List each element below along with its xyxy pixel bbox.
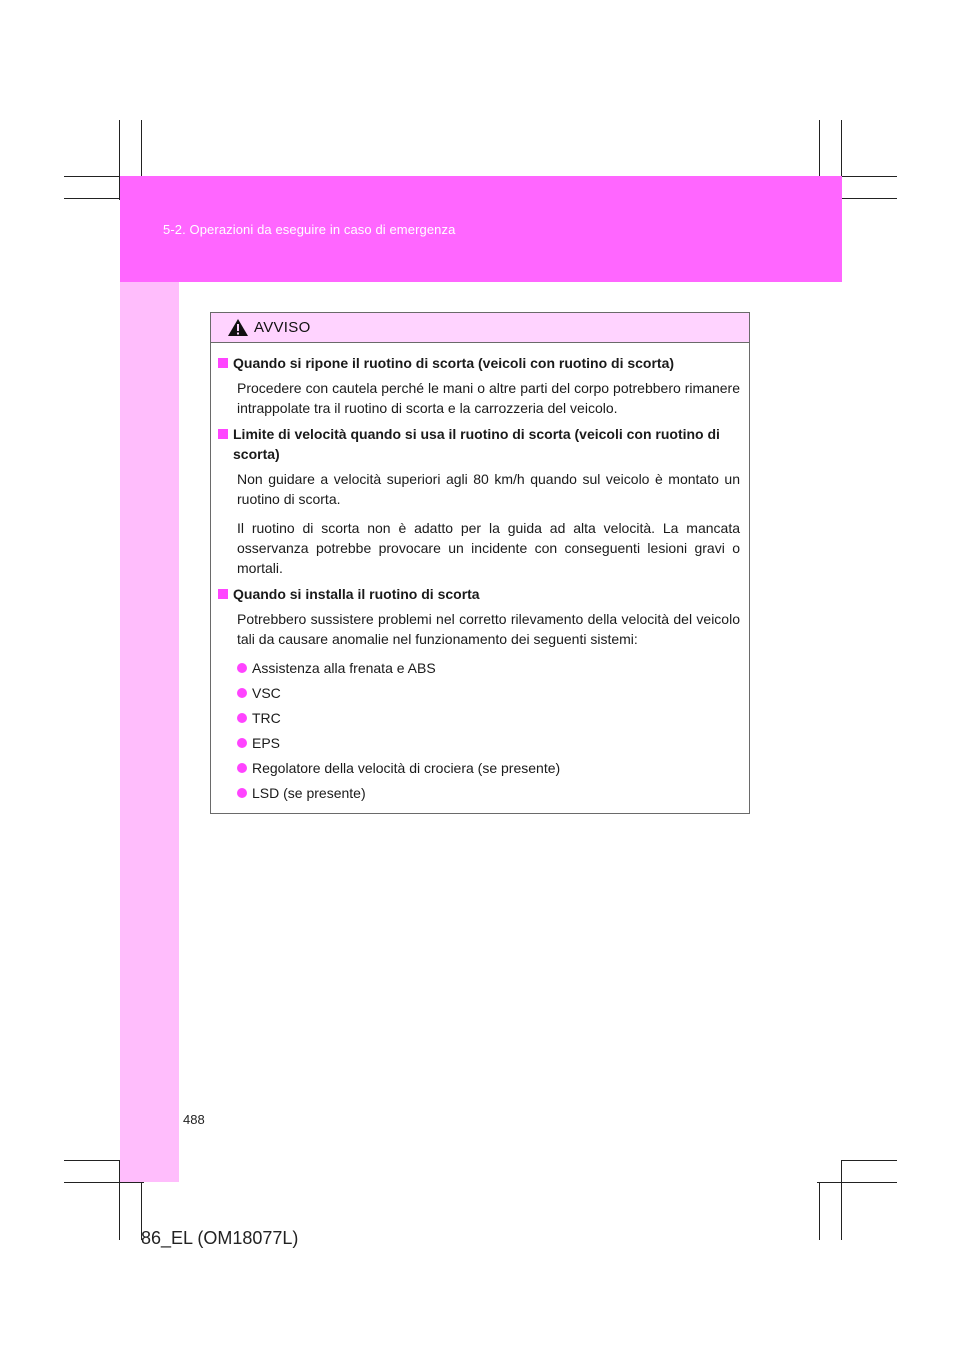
list-item: LSD (se presente) [237, 783, 740, 803]
crop-mark [842, 198, 897, 199]
warning-body [211, 343, 749, 803]
crop-mark [842, 1160, 897, 1161]
section-heading: Quando si installa il ruotino di scorta [218, 584, 740, 604]
crop-mark [64, 1182, 144, 1183]
square-bullet-icon [218, 589, 228, 599]
page-number: 488 [183, 1112, 205, 1127]
crop-mark [64, 1160, 120, 1161]
document-code: 86_EL (OM18077L) [141, 1228, 299, 1248]
section-heading: Quando si ripone il ruotino di scorta (veicoli con ruotino di scorta) [218, 353, 740, 373]
paragraph: Non guidare a velocità superiori agli 80 km/h quando sul veicolo è montato un ruotino di scorta. [237, 471, 740, 507]
list-item: Regolatore della velocità di crociera (se presente) [237, 758, 740, 778]
circle-bullet-icon [237, 663, 247, 673]
warning-title: AVVISO [254, 319, 311, 336]
section-heading: Limite di velocità quando si usa il ruotino di scorta (veicoli con ruotino di scorta) [218, 424, 740, 464]
section-title: 5-2. Operazioni da eseguire in caso di emergenza [163, 222, 456, 237]
circle-bullet-icon [237, 688, 247, 698]
list-item: Assistenza alla frenata e ABS [237, 658, 740, 678]
paragraph: Procedere con cautela perché le mani o altre parti del corpo potrebbero rimanere intrappolate tra il ruotino di scorta e la carrozzeria del veicolo. [237, 380, 740, 416]
circle-bullet-icon [237, 713, 247, 723]
side-band [120, 282, 179, 1182]
circle-bullet-icon [237, 763, 247, 773]
warning-box [210, 312, 750, 814]
warning-header [211, 313, 749, 343]
square-bullet-icon [218, 429, 228, 439]
circle-bullet-icon [237, 738, 247, 748]
crop-mark [819, 1182, 820, 1240]
square-bullet-icon [218, 358, 228, 368]
list-item: EPS [237, 733, 740, 753]
list-item: VSC [237, 683, 740, 703]
list-item: TRC [237, 708, 740, 728]
crop-mark [64, 198, 120, 199]
paragraph: Potrebbero sussistere problemi nel corretto rilevamento della velocità del veicolo tali da causare anomalie nel funzionamento dei seguenti sistemi: [237, 611, 740, 647]
crop-mark [841, 1160, 842, 1240]
warning-triangle-icon [227, 318, 249, 337]
crop-mark [817, 1182, 897, 1183]
circle-bullet-icon [237, 788, 247, 798]
paragraph: Il ruotino di scorta non è adatto per la guida ad alta velocità. La mancata osservanza potrebbe provocare un incidente con conseguenti lesioni gravi o mortali. [237, 520, 740, 576]
